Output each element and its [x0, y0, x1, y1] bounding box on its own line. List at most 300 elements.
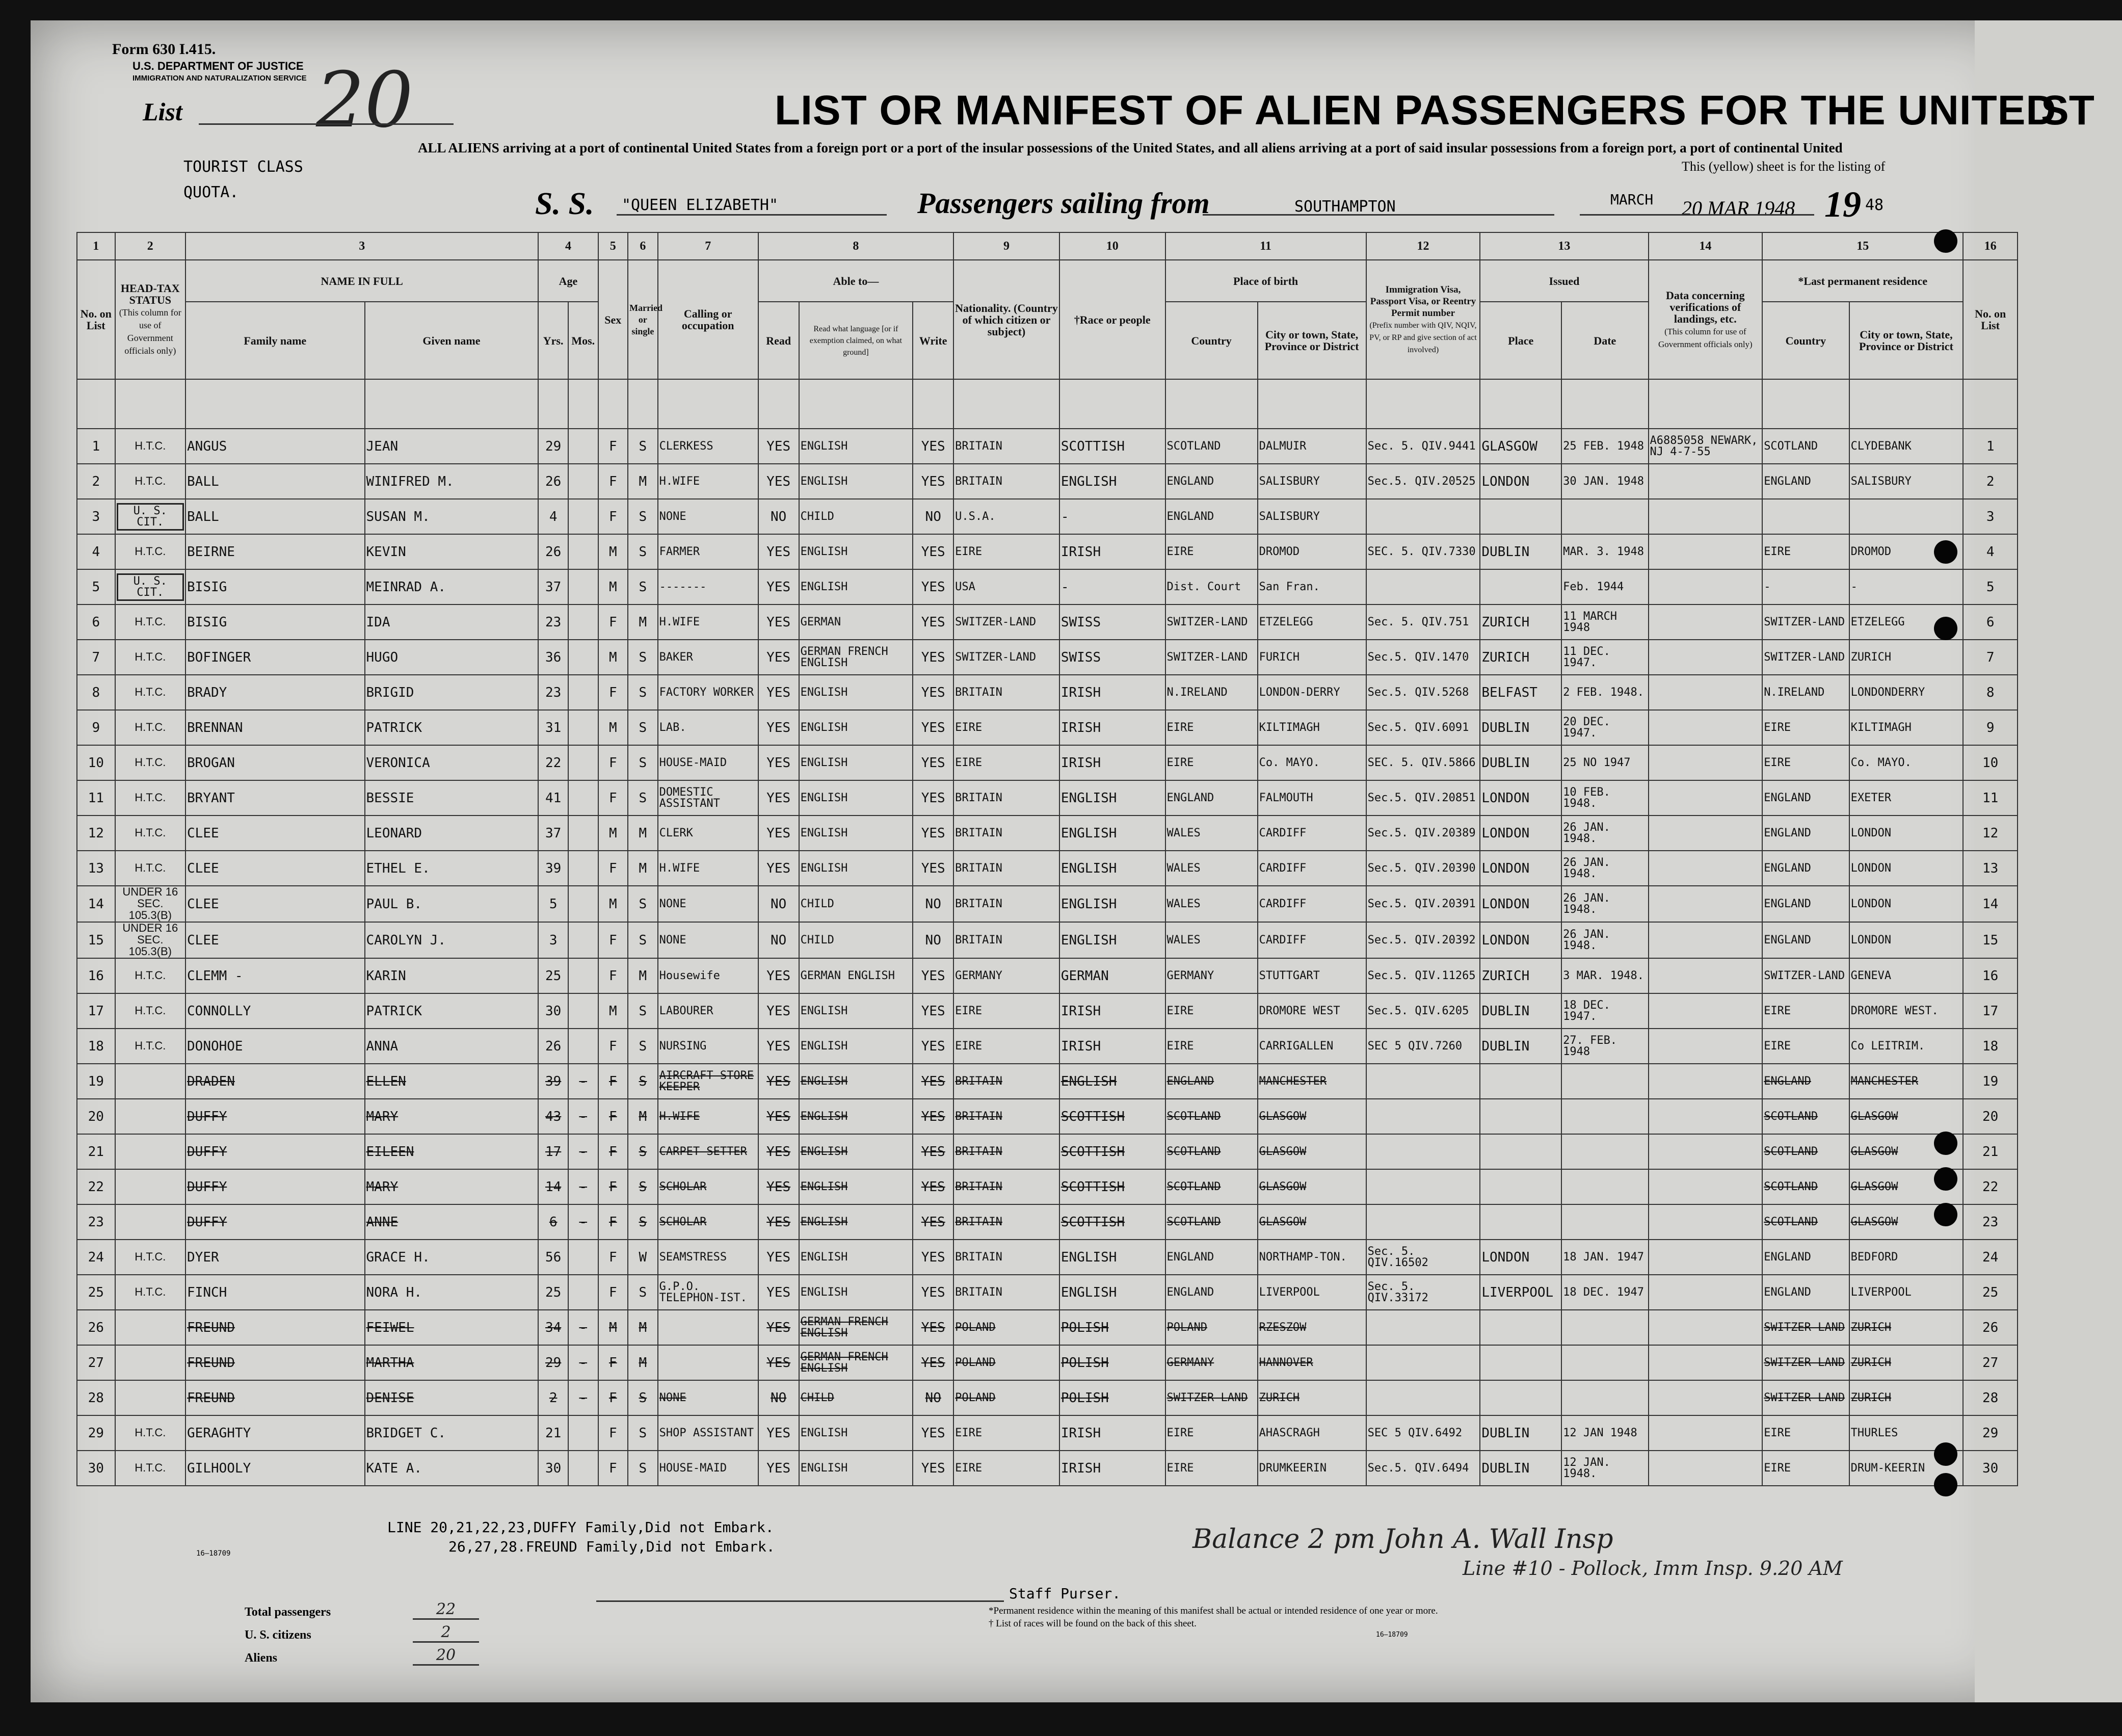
race: SCOTTISH: [1059, 1169, 1165, 1204]
residence-city: BEDFORD: [1849, 1240, 1964, 1275]
nationality: SWITZER-LAND: [953, 604, 1059, 640]
race: ENGLISH: [1059, 851, 1165, 886]
landing-data: [1649, 958, 1763, 993]
can-write: YES: [913, 851, 953, 886]
issued-date: 18 DEC. 1947: [1561, 1275, 1648, 1310]
birth-country: SCOTLAND: [1165, 1169, 1258, 1204]
residence-city: ZURICH: [1849, 1380, 1964, 1415]
marital-status: S: [628, 922, 658, 958]
marital-status: M: [628, 1345, 658, 1380]
list-underline: [199, 123, 454, 125]
given-name: VERONICA: [365, 745, 539, 780]
age-months: [568, 851, 598, 886]
given-name: PAUL B.: [365, 886, 539, 922]
head-tax-stamp: H.T.C.: [135, 1461, 166, 1474]
race: IRISH: [1059, 1415, 1165, 1451]
punch-hole: [1934, 1442, 1957, 1466]
issued-date: [1561, 1345, 1648, 1380]
can-write: YES: [913, 1204, 953, 1240]
table-row: [77, 1310, 2018, 1345]
age-months: [568, 886, 598, 922]
issued-date: [1561, 1134, 1648, 1169]
marital-status: S: [628, 569, 658, 604]
occupation: AIRCRAFT STORE KEEPER: [658, 1064, 758, 1099]
landing-data: [1649, 604, 1763, 640]
residence-country: [1762, 499, 1849, 534]
birth-country: ENGLAND: [1165, 1275, 1258, 1310]
family-name: DYER: [185, 1240, 365, 1275]
race: IRISH: [1059, 534, 1165, 569]
marital-status: S: [628, 1275, 658, 1310]
sex: F: [598, 851, 628, 886]
birth-city: SALISBURY: [1258, 464, 1366, 499]
visa-number: Sec.5. QIV.6205: [1366, 993, 1480, 1029]
nationality: BRITAIN: [953, 922, 1059, 958]
aliens-label: Aliens: [245, 1651, 278, 1665]
issued-date: 10 FEB. 1948.: [1561, 780, 1648, 816]
language: ENGLISH: [799, 816, 913, 851]
row-number: 8: [77, 675, 115, 710]
page-subtitle-right: This (yellow) sheet is for the listing of: [1682, 159, 1886, 174]
col-num: 9: [953, 232, 1059, 260]
visa-number: Sec.5. QIV.20391: [1366, 886, 1480, 922]
residence-country: EIRE: [1762, 1029, 1849, 1064]
age-months: [568, 710, 598, 745]
family-name: BALL: [185, 464, 365, 499]
birth-country: WALES: [1165, 886, 1258, 922]
row-number-right: 30: [1963, 1451, 2018, 1486]
nationality: BRITAIN: [953, 1204, 1059, 1240]
age-months: -: [568, 1345, 598, 1380]
punch-hole: [1934, 1203, 1957, 1226]
given-name: KARIN: [365, 958, 539, 993]
marital-status: S: [628, 780, 658, 816]
issued-place: [1480, 1380, 1561, 1415]
age-years: 25: [538, 958, 568, 993]
race: IRISH: [1059, 710, 1165, 745]
table-row: [77, 1064, 2018, 1099]
footer-note-1: LINE 20,21,22,23,DUFFY Family,Did not Embark.: [387, 1519, 774, 1536]
age-years: 41: [538, 780, 568, 816]
head-tax-stamp: H.T.C.: [135, 756, 166, 769]
issued-date: 25 NO 1947: [1561, 745, 1648, 780]
visa-number: Sec.5. QIV.20389: [1366, 816, 1480, 851]
visa-number: SEC 5 QIV.7260: [1366, 1029, 1480, 1064]
row-number: 9: [77, 710, 115, 745]
row-number-right: 2: [1963, 464, 2018, 499]
marital-status: S: [628, 429, 658, 464]
row-number-right: 20: [1963, 1099, 2018, 1134]
family-name: FREUND: [185, 1345, 365, 1380]
occupation: HOUSE-MAID: [658, 745, 758, 780]
given-name: CAROLYN J.: [365, 922, 539, 958]
issued-date: 12 JAN 1948: [1561, 1415, 1648, 1451]
language: ENGLISH: [799, 1029, 913, 1064]
head-tax-status: [115, 640, 185, 675]
us-citizens-label: U. S. citizens: [245, 1628, 311, 1642]
punch-hole: [1934, 1473, 1957, 1496]
can-read: YES: [758, 534, 799, 569]
can-read: YES: [758, 1310, 799, 1345]
family-name: CLEE: [185, 816, 365, 851]
language: ENGLISH: [799, 993, 913, 1029]
head-tax-status: [115, 464, 185, 499]
language: ENGLISH: [799, 675, 913, 710]
landing-data: A6885058 NEWARK, NJ 4-7-55: [1649, 429, 1763, 464]
race: SWISS: [1059, 604, 1165, 640]
landing-data: [1649, 499, 1763, 534]
landing-data: [1649, 1204, 1763, 1240]
landing-data: [1649, 993, 1763, 1029]
nationality: EIRE: [953, 1415, 1059, 1451]
birth-city: FALMOUTH: [1258, 780, 1366, 816]
nationality: BRITAIN: [953, 816, 1059, 851]
occupation: CLERKESS: [658, 429, 758, 464]
birth-city: MANCHESTER: [1258, 1064, 1366, 1099]
ss-label: S. S.: [535, 187, 594, 221]
age-years: 21: [538, 1415, 568, 1451]
row-number-right: 15: [1963, 922, 2018, 958]
birth-country: ENGLAND: [1165, 780, 1258, 816]
visa-number: SEC. 5. QIV.5866: [1366, 745, 1480, 780]
nationality: EIRE: [953, 993, 1059, 1029]
col-num: 1: [77, 232, 115, 260]
footnote-2: † List of races will be found on the back of this sheet.: [989, 1618, 1197, 1629]
sex: F: [598, 745, 628, 780]
occupation: SHOP ASSISTANT: [658, 1415, 758, 1451]
head-tax-status: [115, 569, 185, 604]
age-years: 39: [538, 1064, 568, 1099]
language: ENGLISH: [799, 1099, 913, 1134]
header-age: Age: [538, 260, 598, 302]
total-passengers-value: 22: [413, 1600, 479, 1620]
issued-date: 11 MARCH 1948: [1561, 604, 1648, 640]
head-tax-stamp: H.T.C.: [135, 1004, 166, 1017]
age-years: 30: [538, 1451, 568, 1486]
row-number-right: 17: [1963, 993, 2018, 1029]
sex: F: [598, 1134, 628, 1169]
residence-city: MANCHESTER: [1849, 1064, 1964, 1099]
row-number: 18: [77, 1029, 115, 1064]
landing-data: [1649, 851, 1763, 886]
age-months: -: [568, 1134, 598, 1169]
issued-date: 26 JAN. 1948.: [1561, 922, 1648, 958]
visa-title: Immigration Visa, Passport Visa, or Reentry Permit number: [1370, 284, 1476, 319]
nationality: EIRE: [953, 710, 1059, 745]
can-read: YES: [758, 745, 799, 780]
given-name: SUSAN M.: [365, 499, 539, 534]
can-read: YES: [758, 710, 799, 745]
sex: M: [598, 886, 628, 922]
header-birth-city: City or town, State, Province or District: [1258, 302, 1366, 379]
landing-data: [1649, 710, 1763, 745]
issued-place: DUBLIN: [1480, 745, 1561, 780]
header-sex: Sex: [598, 260, 628, 379]
landing-data: [1649, 922, 1763, 958]
issued-place: DUBLIN: [1480, 1029, 1561, 1064]
sex: M: [598, 640, 628, 675]
marital-status: M: [628, 1099, 658, 1134]
marital-status: S: [628, 1204, 658, 1240]
page-title: LIST OR MANIFEST OF ALIEN PASSENGERS FOR THE UNITED: [775, 87, 2057, 134]
head-tax-stamp: U. S. CIT.: [117, 573, 184, 601]
birth-country: POLAND: [1165, 1310, 1258, 1345]
can-write: YES: [913, 958, 953, 993]
occupation: SCHOLAR: [658, 1169, 758, 1204]
residence-city: LONDON: [1849, 922, 1964, 958]
purser-signature-line: [596, 1600, 1004, 1602]
given-name: BRIGID: [365, 675, 539, 710]
row-number-right: 4: [1963, 534, 2018, 569]
family-name: ANGUS: [185, 429, 365, 464]
header-language: Read what language [or if exemption claimed, on what ground]: [799, 302, 913, 379]
col-num: 11: [1165, 232, 1366, 260]
age-months: [568, 816, 598, 851]
marital-status: S: [628, 534, 658, 569]
birth-city: KILTIMAGH: [1258, 710, 1366, 745]
can-read: YES: [758, 569, 799, 604]
birth-city: San Fran.: [1258, 569, 1366, 604]
head-tax-status: [115, 1029, 185, 1064]
visa-number: SEC. 5. QIV.7330: [1366, 534, 1480, 569]
inspection-line-note: Line #10 - Pollock, Imm Insp. 9.20 AM: [1463, 1557, 1843, 1580]
age-years: 2: [538, 1380, 568, 1415]
can-read: YES: [758, 993, 799, 1029]
can-read: YES: [758, 1029, 799, 1064]
issued-place: [1480, 1099, 1561, 1134]
row-number: 26: [77, 1310, 115, 1345]
head-tax-status: [115, 958, 185, 993]
row-number-right: 29: [1963, 1415, 2018, 1451]
year-prefix: 19: [1824, 184, 1861, 225]
marital-status: S: [628, 1029, 658, 1064]
residence-country: SCOTLAND: [1762, 1099, 1849, 1134]
birth-city: STUTTGART: [1258, 958, 1366, 993]
can-write: YES: [913, 1451, 953, 1486]
marital-status: S: [628, 1064, 658, 1099]
residence-country: ENGLAND: [1762, 816, 1849, 851]
race: SCOTTISH: [1059, 1099, 1165, 1134]
row-number-right: 18: [1963, 1029, 2018, 1064]
residence-city: LONDON: [1849, 886, 1964, 922]
age-years: 6: [538, 1204, 568, 1240]
nationality: BRITAIN: [953, 429, 1059, 464]
residence-country: SWITZER-LAND: [1762, 1345, 1849, 1380]
residence-country: SWITZER-LAND: [1762, 604, 1849, 640]
table-row: [77, 1380, 2018, 1415]
head-tax-status: [115, 1345, 185, 1380]
age-years: 30: [538, 993, 568, 1029]
given-name: GRACE H.: [365, 1240, 539, 1275]
issued-date: [1561, 1380, 1648, 1415]
race: ENGLISH: [1059, 464, 1165, 499]
landing-data: [1649, 569, 1763, 604]
occupation: CLERK: [658, 816, 758, 851]
can-write: YES: [913, 1029, 953, 1064]
residence-city: GLASGOW: [1849, 1204, 1964, 1240]
birth-city: ZURICH: [1258, 1380, 1366, 1415]
age-months: [568, 499, 598, 534]
can-read: YES: [758, 429, 799, 464]
given-name: BRIDGET C.: [365, 1415, 539, 1451]
row-number-right: 23: [1963, 1204, 2018, 1240]
sex: M: [598, 816, 628, 851]
issued-date: [1561, 499, 1648, 534]
birth-country: SCOTLAND: [1165, 429, 1258, 464]
can-read: YES: [758, 640, 799, 675]
row-number-right: 25: [1963, 1275, 2018, 1310]
table-row: [77, 534, 2018, 569]
residence-country: ENGLAND: [1762, 922, 1849, 958]
issued-place: LONDON: [1480, 922, 1561, 958]
age-years: 5: [538, 886, 568, 922]
header-given-name: Given name: [365, 302, 539, 379]
head-tax-stamp: UNDER 16 SEC. 105.3(B): [122, 922, 178, 958]
family-name: BROGAN: [185, 745, 365, 780]
race: IRISH: [1059, 745, 1165, 780]
sex: F: [598, 1451, 628, 1486]
occupation: SEAMSTRESS: [658, 1240, 758, 1275]
issued-place: DUBLIN: [1480, 993, 1561, 1029]
race: SCOTTISH: [1059, 1134, 1165, 1169]
occupation: LAB.: [658, 710, 758, 745]
age-months: [568, 464, 598, 499]
head-tax-status: [115, 1064, 185, 1099]
race: -: [1059, 569, 1165, 604]
table-row: [77, 640, 2018, 675]
birth-city: GLASGOW: [1258, 1169, 1366, 1204]
birth-country: EIRE: [1165, 1451, 1258, 1486]
sex: M: [598, 1310, 628, 1345]
age-months: -: [568, 1310, 598, 1345]
row-number: 17: [77, 993, 115, 1029]
age-months: [568, 1029, 598, 1064]
family-name: CLEE: [185, 851, 365, 886]
age-years: 29: [538, 429, 568, 464]
residence-city: DROMOD: [1849, 534, 1964, 569]
issued-place: LONDON: [1480, 1240, 1561, 1275]
sex: F: [598, 1345, 628, 1380]
marital-status: M: [628, 816, 658, 851]
head-tax-status: [115, 993, 185, 1029]
header-head-tax: [115, 260, 185, 379]
birth-city: AHASCRAGH: [1258, 1415, 1366, 1451]
landing-data: [1649, 640, 1763, 675]
port-underline: [1203, 214, 1554, 216]
given-name: IDA: [365, 604, 539, 640]
head-tax-stamp: H.T.C.: [135, 615, 166, 628]
nationality: POLAND: [953, 1310, 1059, 1345]
nationality: USA: [953, 569, 1059, 604]
can-write: YES: [913, 604, 953, 640]
family-name: DUFFY: [185, 1204, 365, 1240]
landing-data: [1649, 1134, 1763, 1169]
sex: F: [598, 604, 628, 640]
residence-country: ENGLAND: [1762, 780, 1849, 816]
can-read: YES: [758, 675, 799, 710]
marital-status: S: [628, 499, 658, 534]
residence-city: ZURICH: [1849, 1310, 1964, 1345]
occupation: G.P.O. TELEPHON-IST.: [658, 1275, 758, 1310]
marital-status: S: [628, 710, 658, 745]
residence-country: EIRE: [1762, 745, 1849, 780]
family-name: GERAGHTY: [185, 1415, 365, 1451]
age-years: 25: [538, 1275, 568, 1310]
row-number: 22: [77, 1169, 115, 1204]
given-name: ELLEN: [365, 1064, 539, 1099]
row-number-right: 6: [1963, 604, 2018, 640]
family-name: BRENNAN: [185, 710, 365, 745]
language: ENGLISH: [799, 464, 913, 499]
age-months: [568, 993, 598, 1029]
sex: F: [598, 499, 628, 534]
language: ENGLISH: [799, 1169, 913, 1204]
occupation: H.WIFE: [658, 604, 758, 640]
sex: F: [598, 675, 628, 710]
age-months: [568, 1275, 598, 1310]
head-tax-status: [115, 675, 185, 710]
head-tax-stamp: H.T.C.: [135, 545, 166, 558]
head-tax-status: [115, 1380, 185, 1415]
table-row: [77, 958, 2018, 993]
can-read: YES: [758, 851, 799, 886]
birth-country: ENGLAND: [1165, 1240, 1258, 1275]
age-years: 3: [538, 922, 568, 958]
sex: F: [598, 464, 628, 499]
col-num: 5: [598, 232, 628, 260]
issued-date: [1561, 1099, 1648, 1134]
inspector-note: Balance 2 pm John A. Wall Insp: [1192, 1524, 1613, 1555]
birth-city: DRUMKEERIN: [1258, 1451, 1366, 1486]
language: ENGLISH: [799, 745, 913, 780]
can-write: YES: [913, 1169, 953, 1204]
residence-country: ENGLAND: [1762, 886, 1849, 922]
marital-status: S: [628, 1380, 658, 1415]
birth-country: EIRE: [1165, 745, 1258, 780]
age-months: [568, 604, 598, 640]
issued-date: 26 JAN. 1948.: [1561, 886, 1648, 922]
header-residence-city: City or town, State, Province or District: [1849, 302, 1964, 379]
sex: F: [598, 922, 628, 958]
head-tax-status: [115, 816, 185, 851]
head-tax-note: (This column for use of Government officials only): [119, 307, 181, 356]
birth-country: SWITZER-LAND: [1165, 1380, 1258, 1415]
race: IRISH: [1059, 993, 1165, 1029]
issued-date: 27. FEB. 1948: [1561, 1029, 1648, 1064]
occupation: NONE: [658, 499, 758, 534]
birth-city: HANNOVER: [1258, 1345, 1366, 1380]
header-able-to: Able to—: [758, 260, 953, 302]
visa-number: Sec.5. QIV.5268: [1366, 675, 1480, 710]
residence-country: EIRE: [1762, 1415, 1849, 1451]
residence-country: SWITZER-LAND: [1762, 1380, 1849, 1415]
landing-data: [1649, 1380, 1763, 1415]
head-tax-status: [115, 1275, 185, 1310]
age-months: -: [568, 1380, 598, 1415]
language: GERMAN FRENCH ENGLISH: [799, 640, 913, 675]
landing-data: [1649, 1099, 1763, 1134]
issued-place: [1480, 1204, 1561, 1240]
given-name: KATE A.: [365, 1451, 539, 1486]
row-number-right: 3: [1963, 499, 2018, 534]
can-read: YES: [758, 1099, 799, 1134]
sailing-label: Passengers sailing from: [917, 187, 1210, 220]
col-num: 15: [1762, 232, 1963, 260]
table-row: [77, 993, 2018, 1029]
family-name: DRADEN: [185, 1064, 365, 1099]
birth-country: SWITZER-LAND: [1165, 640, 1258, 675]
header-race: †Race or people: [1059, 260, 1165, 379]
